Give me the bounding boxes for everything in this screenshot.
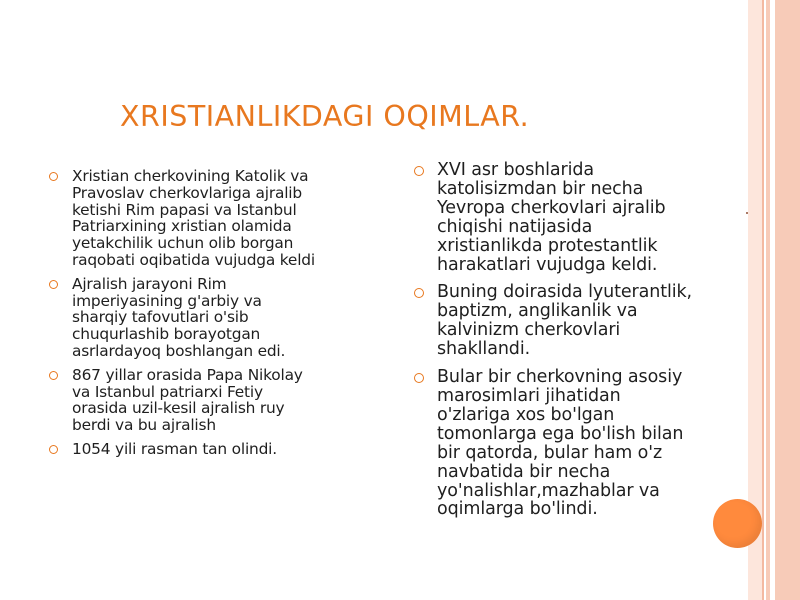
- list-item-text: Xristian cherkovining Katolik va Pravoslav cherkovlariga ajralib ketishi Rim papasi va Istanbul Patriarxining xristian olamida yetakchilik uchun olib borgan raqobati oqibatida vujudga keldi: [72, 167, 315, 269]
- list-item: [411, 161, 746, 274]
- decorative-band-gap: [770, 0, 775, 600]
- small-dot-decoration: [746, 212, 748, 214]
- list-item-text: Buning doirasida lyuterantlik, baptizm, anglikanlik va kalvinizm cherkovlari shakllandi.: [437, 282, 693, 360]
- bullet-ring-icon: [414, 288, 424, 298]
- list-item: [46, 276, 376, 360]
- list-item-text: Bular bir cherkovning asosiy marosimlari jihatidan o'zlariga xos bo'lgan tomonlarga ega bo'lish bilan bir qatorda, bular ham o'z navbatida bir necha yo'nalishlar,mazhablar va oqimlarga bo'lindi.: [437, 367, 684, 520]
- list-item: [46, 367, 376, 434]
- bullet-ring-icon: [49, 172, 58, 181]
- list-item-text: XVI asr boshlarida katolisizmdan bir necha Yevropa cherkovlari ajralib chiqishi natijasida xristianlikda protestantlik harakatlari vujudga keldi.: [437, 160, 666, 275]
- list-item: [411, 283, 746, 359]
- list-item: [46, 441, 376, 458]
- left-bullet-list: [46, 168, 376, 465]
- list-item: [411, 368, 746, 519]
- decorative-band-line: [762, 0, 764, 600]
- bullet-ring-icon: [414, 166, 424, 176]
- bullet-ring-icon: [414, 373, 424, 383]
- right-bullet-list: [411, 161, 746, 528]
- list-item-text: Ajralish jarayoni Rim imperiyasining g'arbiy va sharqiy tafovutlari o'sib chuqurlashib borayotgan asrlardayoq boshlangan edi.: [72, 274, 286, 360]
- list-item-text: 1054 yili rasman tan olindi.: [72, 439, 277, 458]
- bullet-ring-icon: [49, 280, 58, 289]
- bullet-ring-icon: [49, 371, 58, 380]
- list-item-text: 867 yillar orasida Papa Nikolay va Istanbul patriarxi Fetiy orasida uzil-kesil ajralish ruy berdi va bu ajralish: [72, 365, 303, 435]
- list-item: [46, 168, 376, 269]
- slide-title: XRISTIANLIKDAGI OQIMLAR.: [120, 100, 530, 133]
- bullet-ring-icon: [49, 445, 58, 454]
